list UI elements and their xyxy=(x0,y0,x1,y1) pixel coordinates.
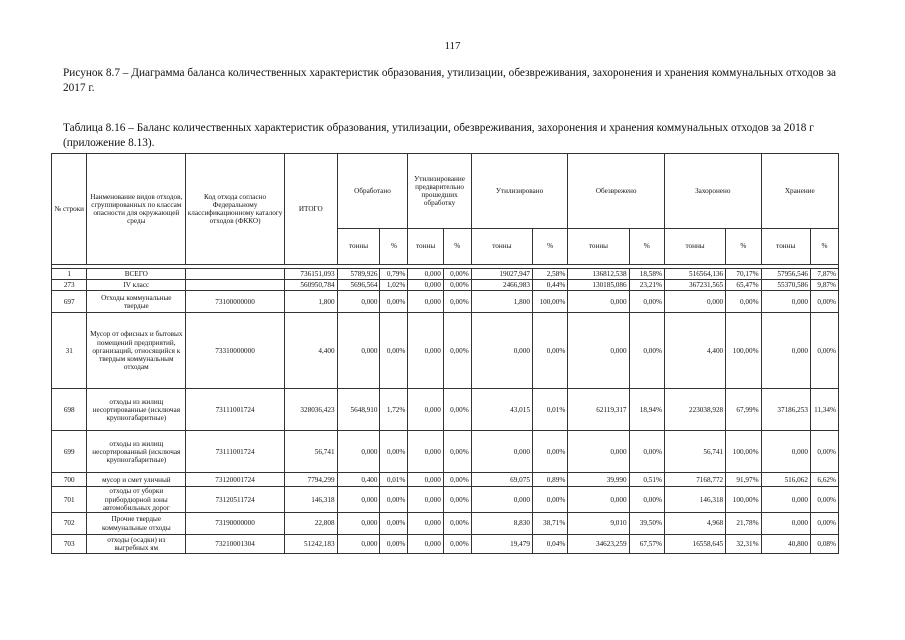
tons-cell: 19,479 xyxy=(471,535,532,554)
percent-cell: 0,00% xyxy=(810,291,838,313)
percent-cell: 0,00% xyxy=(810,313,838,389)
percent-cell: 2,58% xyxy=(532,269,567,280)
fkko-code-cell: 73100000000 xyxy=(186,291,285,313)
table-body xyxy=(52,269,839,554)
fkko-code-cell xyxy=(186,280,285,291)
tons-cell: 0,000 xyxy=(471,431,532,473)
subheader-pct: % xyxy=(443,229,471,265)
percent-cell: 39,50% xyxy=(629,513,664,535)
percent-cell: 0,00% xyxy=(629,431,664,473)
percent-cell: 18,94% xyxy=(629,389,664,431)
fkko-code-cell xyxy=(186,269,285,280)
subheader-pct: % xyxy=(810,229,838,265)
waste-name-cell: ВСЕГО xyxy=(87,269,186,280)
percent-cell: 0,01% xyxy=(380,473,408,487)
percent-cell: 0,44% xyxy=(532,280,567,291)
row-number-cell: 31 xyxy=(52,313,87,389)
row-number-cell: 702 xyxy=(52,513,87,535)
percent-cell: 0,00% xyxy=(443,473,471,487)
tons-cell: 9,010 xyxy=(568,513,629,535)
balance-table xyxy=(51,153,839,554)
tons-cell: 0,000 xyxy=(408,473,443,487)
tons-cell: 7168,772 xyxy=(664,473,725,487)
table-row xyxy=(52,313,839,389)
tons-cell: 56,741 xyxy=(664,431,725,473)
row-number-cell: 701 xyxy=(52,487,87,513)
row-number-cell: 699 xyxy=(52,431,87,473)
percent-cell: 0,00% xyxy=(810,513,838,535)
tons-cell: 19027,947 xyxy=(471,269,532,280)
tons-cell: 1,800 xyxy=(471,291,532,313)
percent-cell: 0,00% xyxy=(443,431,471,473)
percent-cell: 70,17% xyxy=(726,269,761,280)
percent-cell: 67,57% xyxy=(629,535,664,554)
percent-cell: 0,00% xyxy=(443,389,471,431)
waste-name-cell: отходы (осадки) из выгребных ям xyxy=(87,535,186,554)
tons-cell: 0,000 xyxy=(761,513,810,535)
table-row xyxy=(52,431,839,473)
percent-cell: 0,00% xyxy=(532,431,567,473)
tons-cell: 16558,645 xyxy=(664,535,725,554)
tons-cell: 0,000 xyxy=(408,291,443,313)
subheader-pct: % xyxy=(532,229,567,265)
percent-cell: 0,00% xyxy=(443,280,471,291)
row-number-cell: 697 xyxy=(52,291,87,313)
table-row xyxy=(52,291,839,313)
total-cell: 328036,423 xyxy=(284,389,337,431)
tons-cell: 0,000 xyxy=(408,487,443,513)
total-cell: 22,808 xyxy=(284,513,337,535)
header-name: Наименование видов отходов, сгруппированных по классам опасности для окружающей среды xyxy=(87,154,186,265)
percent-cell: 100,00% xyxy=(532,291,567,313)
subheader-tons: тонны xyxy=(408,229,443,265)
subheader-pct: % xyxy=(629,229,664,265)
fkko-code-cell: 73120001724 xyxy=(186,473,285,487)
header-stored: Хранение xyxy=(761,154,838,229)
tons-cell: 2466,983 xyxy=(471,280,532,291)
percent-cell: 0,00% xyxy=(443,513,471,535)
table-row xyxy=(52,513,839,535)
table-row xyxy=(52,389,839,431)
percent-cell: 0,89% xyxy=(532,473,567,487)
row-number-cell: 703 xyxy=(52,535,87,554)
header-buried: Захоронено xyxy=(664,154,761,229)
percent-cell: 0,00% xyxy=(532,313,567,389)
tons-cell: 5648,910 xyxy=(337,389,380,431)
tons-cell: 5789,926 xyxy=(337,269,380,280)
fkko-code-cell: 73120511724 xyxy=(186,487,285,513)
tons-cell: 43,015 xyxy=(471,389,532,431)
percent-cell: 1,02% xyxy=(380,280,408,291)
percent-cell: 6,62% xyxy=(810,473,838,487)
tons-cell: 0,000 xyxy=(471,487,532,513)
tons-cell: 516564,136 xyxy=(664,269,725,280)
tons-cell: 5696,564 xyxy=(337,280,380,291)
percent-cell: 0,00% xyxy=(629,487,664,513)
tons-cell: 0,000 xyxy=(337,291,380,313)
percent-cell: 0,00% xyxy=(380,291,408,313)
tons-cell: 0,000 xyxy=(408,535,443,554)
table-row xyxy=(52,473,839,487)
table-row xyxy=(52,280,839,291)
tons-cell: 146,318 xyxy=(664,487,725,513)
percent-cell: 0,00% xyxy=(380,313,408,389)
tons-cell: 0,000 xyxy=(337,487,380,513)
percent-cell: 38,71% xyxy=(532,513,567,535)
waste-name-cell: Прочие твердые коммунальные отходы xyxy=(87,513,186,535)
tons-cell: 0,000 xyxy=(761,431,810,473)
subheader-tons: тонны xyxy=(337,229,380,265)
waste-name-cell: Отходы коммунальные твердые xyxy=(87,291,186,313)
percent-cell: 9,87% xyxy=(810,280,838,291)
subheader-tons: тонны xyxy=(568,229,629,265)
tons-cell: 0,000 xyxy=(408,513,443,535)
row-number-cell: 698 xyxy=(52,389,87,431)
total-cell: 4,400 xyxy=(284,313,337,389)
total-cell: 1,800 xyxy=(284,291,337,313)
percent-cell: 0,00% xyxy=(726,291,761,313)
total-cell: 736151,093 xyxy=(284,269,337,280)
waste-name-cell: IV класс xyxy=(87,280,186,291)
tons-cell: 516,062 xyxy=(761,473,810,487)
row-number-cell: 273 xyxy=(52,280,87,291)
tons-cell: 0,000 xyxy=(408,389,443,431)
tons-cell: 0,000 xyxy=(408,431,443,473)
tons-cell: 0,000 xyxy=(408,269,443,280)
tons-cell: 57956,546 xyxy=(761,269,810,280)
tons-cell: 0,000 xyxy=(568,431,629,473)
tons-cell: 62119,317 xyxy=(568,389,629,431)
table-row xyxy=(52,269,839,280)
tons-cell: 8,830 xyxy=(471,513,532,535)
percent-cell: 0,00% xyxy=(443,291,471,313)
tons-cell: 0,000 xyxy=(408,280,443,291)
subheader-pct: % xyxy=(380,229,408,265)
percent-cell: 0,00% xyxy=(380,535,408,554)
tons-cell: 37186,253 xyxy=(761,389,810,431)
percent-cell: 0,00% xyxy=(443,269,471,280)
tons-cell: 367231,565 xyxy=(664,280,725,291)
percent-cell: 1,72% xyxy=(380,389,408,431)
tons-cell: 0,000 xyxy=(761,313,810,389)
percent-cell: 0,00% xyxy=(629,291,664,313)
tons-cell: 0,000 xyxy=(337,513,380,535)
header-utilized: Утилизировано xyxy=(471,154,568,229)
percent-cell: 21,78% xyxy=(726,513,761,535)
waste-name-cell: отходы из жилищ несортированный (исключая крупногабаритные) xyxy=(87,431,186,473)
tons-cell: 0,000 xyxy=(664,291,725,313)
fkko-code-cell: 73111001724 xyxy=(186,389,285,431)
tons-cell: 34623,259 xyxy=(568,535,629,554)
percent-cell: 32,31% xyxy=(726,535,761,554)
waste-name-cell: отходы из жилищ несортированные (исключая крупногабаритные) xyxy=(87,389,186,431)
percent-cell: 0,00% xyxy=(443,313,471,389)
header-preprocessed: Утилизирование предварительно прошедших обработку xyxy=(408,154,471,229)
percent-cell: 0,00% xyxy=(532,487,567,513)
header-code: Код отхода согласно Федеральному классификационному каталогу отходов (ФККО) xyxy=(186,154,285,265)
subheader-tons: тонны xyxy=(664,229,725,265)
percent-cell: 7,87% xyxy=(810,269,838,280)
percent-cell: 100,00% xyxy=(726,487,761,513)
waste-name-cell: мусор и смет уличный xyxy=(87,473,186,487)
tons-cell: 0,000 xyxy=(568,487,629,513)
percent-cell: 0,79% xyxy=(380,269,408,280)
row-number-cell: 1 xyxy=(52,269,87,280)
percent-cell: 65,47% xyxy=(726,280,761,291)
percent-cell: 0,00% xyxy=(810,431,838,473)
percent-cell: 11,34% xyxy=(810,389,838,431)
tons-cell: 40,800 xyxy=(761,535,810,554)
table-row xyxy=(52,535,839,554)
percent-cell: 0,00% xyxy=(380,487,408,513)
tons-cell: 4,968 xyxy=(664,513,725,535)
fkko-code-cell: 73310000000 xyxy=(186,313,285,389)
percent-cell: 0,00% xyxy=(443,535,471,554)
figure-caption: Рисунок 8.7 – Диаграмма баланса количественных характеристик образования, утилизации, обезвреживания, захоронения и хранения коммунальных отходов за 2017 г. xyxy=(63,67,837,94)
table-caption: Таблица 8.16 – Баланс количественных характеристик образования, утилизации, обезвреживания, захоронения и хранения коммунальных отходов за 2018 г (приложение 8.13). xyxy=(63,122,814,149)
percent-cell: 18,58% xyxy=(629,269,664,280)
tons-cell: 0,000 xyxy=(337,535,380,554)
total-cell: 51242,183 xyxy=(284,535,337,554)
tons-cell: 0,000 xyxy=(568,291,629,313)
table-row xyxy=(52,487,839,513)
header-total: ИТОГО xyxy=(284,154,337,265)
percent-cell: 0,00% xyxy=(380,513,408,535)
percent-cell: 0,00% xyxy=(629,313,664,389)
waste-name-cell: Мусор от офисных и бытовых помещений предприятий, организаций, относящийся к твердым коммунальным отходам xyxy=(87,313,186,389)
percent-cell: 91,97% xyxy=(726,473,761,487)
row-number-cell: 700 xyxy=(52,473,87,487)
tons-cell: 0,400 xyxy=(337,473,380,487)
tons-cell: 0,000 xyxy=(761,291,810,313)
total-cell: 7794,299 xyxy=(284,473,337,487)
tons-cell: 0,000 xyxy=(337,431,380,473)
header-row-no: № строки xyxy=(52,154,87,265)
percent-cell: 100,00% xyxy=(726,313,761,389)
tons-cell: 39,990 xyxy=(568,473,629,487)
percent-cell: 0,00% xyxy=(380,431,408,473)
tons-cell: 0,000 xyxy=(471,313,532,389)
tons-cell: 4,400 xyxy=(664,313,725,389)
tons-cell: 55370,586 xyxy=(761,280,810,291)
table-header xyxy=(52,154,839,269)
percent-cell: 0,00% xyxy=(443,487,471,513)
tons-cell: 0,000 xyxy=(761,487,810,513)
tons-cell: 223038,928 xyxy=(664,389,725,431)
tons-cell: 0,000 xyxy=(568,313,629,389)
tons-cell: 0,000 xyxy=(337,313,380,389)
total-cell: 146,318 xyxy=(284,487,337,513)
total-cell: 560950,784 xyxy=(284,280,337,291)
header-processed: Обработано xyxy=(337,154,408,229)
percent-cell: 23,21% xyxy=(629,280,664,291)
percent-cell: 0,01% xyxy=(532,389,567,431)
percent-cell: 67,99% xyxy=(726,389,761,431)
total-cell: 56,741 xyxy=(284,431,337,473)
percent-cell: 100,00% xyxy=(726,431,761,473)
fkko-code-cell: 73210001304 xyxy=(186,535,285,554)
tons-cell: 136812,538 xyxy=(568,269,629,280)
waste-name-cell: отходы от уборки прибордюрной зоны автомобильных дорог xyxy=(87,487,186,513)
tons-cell: 130185,086 xyxy=(568,280,629,291)
page-number: 117 xyxy=(444,40,461,52)
tons-cell: 0,000 xyxy=(408,313,443,389)
subheader-tons: тонны xyxy=(471,229,532,265)
percent-cell: 0,00% xyxy=(810,487,838,513)
percent-cell: 0,04% xyxy=(532,535,567,554)
subheader-tons: тонны xyxy=(761,229,810,265)
subheader-pct: % xyxy=(726,229,761,265)
fkko-code-cell: 73190000000 xyxy=(186,513,285,535)
header-neutralized: Обезврежено xyxy=(568,154,665,229)
tons-cell: 69,075 xyxy=(471,473,532,487)
fkko-code-cell: 73111001724 xyxy=(186,431,285,473)
percent-cell: 0,51% xyxy=(629,473,664,487)
percent-cell: 0,08% xyxy=(810,535,838,554)
